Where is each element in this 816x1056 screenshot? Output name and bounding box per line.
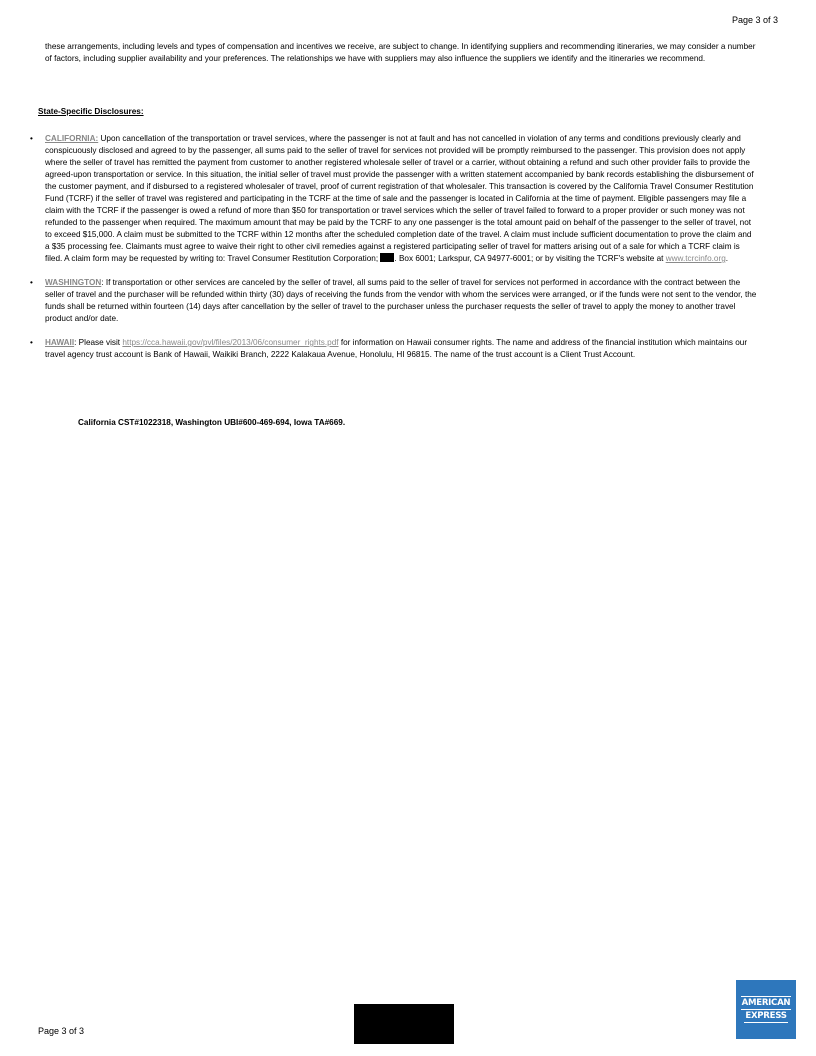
amex-logo-line-1: AMERICAN: [741, 998, 791, 1008]
bullet-icon: •: [30, 338, 33, 347]
page-number-top: Page 3 of 3: [731, 15, 778, 25]
california-text-2: . Box 6001; Larkspur, CA 94977-6001; or by visiting the TCRF's website at: [394, 254, 666, 263]
amex-logo: [736, 980, 796, 1039]
license-numbers: California CST#1022318, Washington UBI#600-469-694, Iowa TA#669.: [78, 418, 346, 427]
intro-paragraph: these arrangements, including levels and types of compensation and incentives we receive, are subject to change. In identifying suppliers and recommending itineraries, we may consider a number of factors, including supplier availability and your preferences. The relationships we have with suppliers may also influence the suppliers we identify and the itineraries we recommend.: [45, 42, 756, 63]
disclosure-list: [30, 133, 758, 373]
bullet-icon: •: [30, 278, 33, 287]
page-number-bottom: Page 3 of 3: [38, 1026, 85, 1036]
hawaii-text-2: for information on Hawaii consumer rights. The name and address of the financial institution which maintains our travel agency trust account is Bank of Hawaii, Waikiki Branch, 2222 Kalakaua Avenue, Honolulu, HI 96815. The name of the trust account is a Client Trust Account.: [45, 338, 748, 359]
redacted-block: [354, 1004, 454, 1044]
california-label-link[interactable]: CALIFORNIA:: [45, 134, 99, 143]
disclosure-hawaii: [30, 337, 758, 361]
tcrf-website-link[interactable]: www.tcrcinfo.org: [665, 254, 726, 263]
amex-logo-line-2: EXPRESS: [745, 1011, 787, 1021]
section-title: State-Specific Disclosures:: [38, 107, 144, 116]
hawaii-consumer-rights-link[interactable]: https://cca.hawaii.gov/pvl/files/2013/06/consumer_rights.pdf: [122, 338, 339, 347]
washington-label-link[interactable]: WASHINGTON: [45, 278, 102, 287]
california-text-1: Upon cancellation of the transportation or travel services, where the passenger is not at fault and has not cancelled in violation of any terms and conditions previously clearly and conspicuously disclosed and agreed to by the passenger, all sums paid to the seller of travel for services not provided will be promptly reimbursed to the passenger. This provision does not apply where the seller of travel has remitted the payment from customer to another registered wholesale seller of travel or a carrier, without obtaining a refund and such other provider fails to provide the agreed-upon transportation or service. In this situation, the initial seller of travel must provide the passenger with a written statement accompanied by bank records establishing the disbursement of the customer payment, and if disbursed to a registered wholesaler of travel, proof of current registration of that wholesaler. This transaction is covered by the California Travel Consumer Restitution Fund (TCRF) if the seller of travel was registered and participating in the TCRF at the time of sale and the passenger is located in California at the time of payment. Eligible passengers may file a claim with the TCRF if the passenger is owed a refund of more than $50 for transportation or travel services which the seller of travel failed to forward to a proper provider or such money was not refunded to the passenger when required. The maximum amount that may be paid by the TCRF to any one passenger is the total amount paid on behalf of the passenger to the seller of travel, not to exceed $15,000. A claim must be submitted to the TCRF within 12 months after the scheduled completion date of the travel. A claim must include sufficient documentation to prove the claim and a $35 processing fee. Claimants must agree to waive their right to other civil remedies against a registered participating seller of travel for matters arising out of a sale for which a TCRF claim is filed. A claim form may be requested by writing to: Travel Consumer Restitution Corporation;: [45, 134, 754, 263]
hawaii-text-1: : Please visit: [74, 338, 123, 347]
disclosure-washington: [30, 277, 758, 325]
redaction-mark: [380, 253, 394, 262]
disclosure-california: [30, 133, 758, 265]
washington-text: : If transportation or other services are canceled by the seller of travel, all sums paid to the seller of travel for services not performed in accordance with the contract between the seller of travel and the purchaser will be refunded within thirty (30) days of receiving the funds from the vendor with whom the services were arranged, or if the funds were not sent to the vendor, the funds shall be returned within fourteen (14) days after cancellation by the seller of travel to the purchaser unless the purchaser requests the seller of travel to apply the money to another travel product and/or date.: [45, 278, 757, 323]
california-text-3: .: [725, 254, 729, 263]
bullet-icon: •: [30, 134, 33, 143]
hawaii-label-link[interactable]: HAWAII: [45, 338, 75, 347]
